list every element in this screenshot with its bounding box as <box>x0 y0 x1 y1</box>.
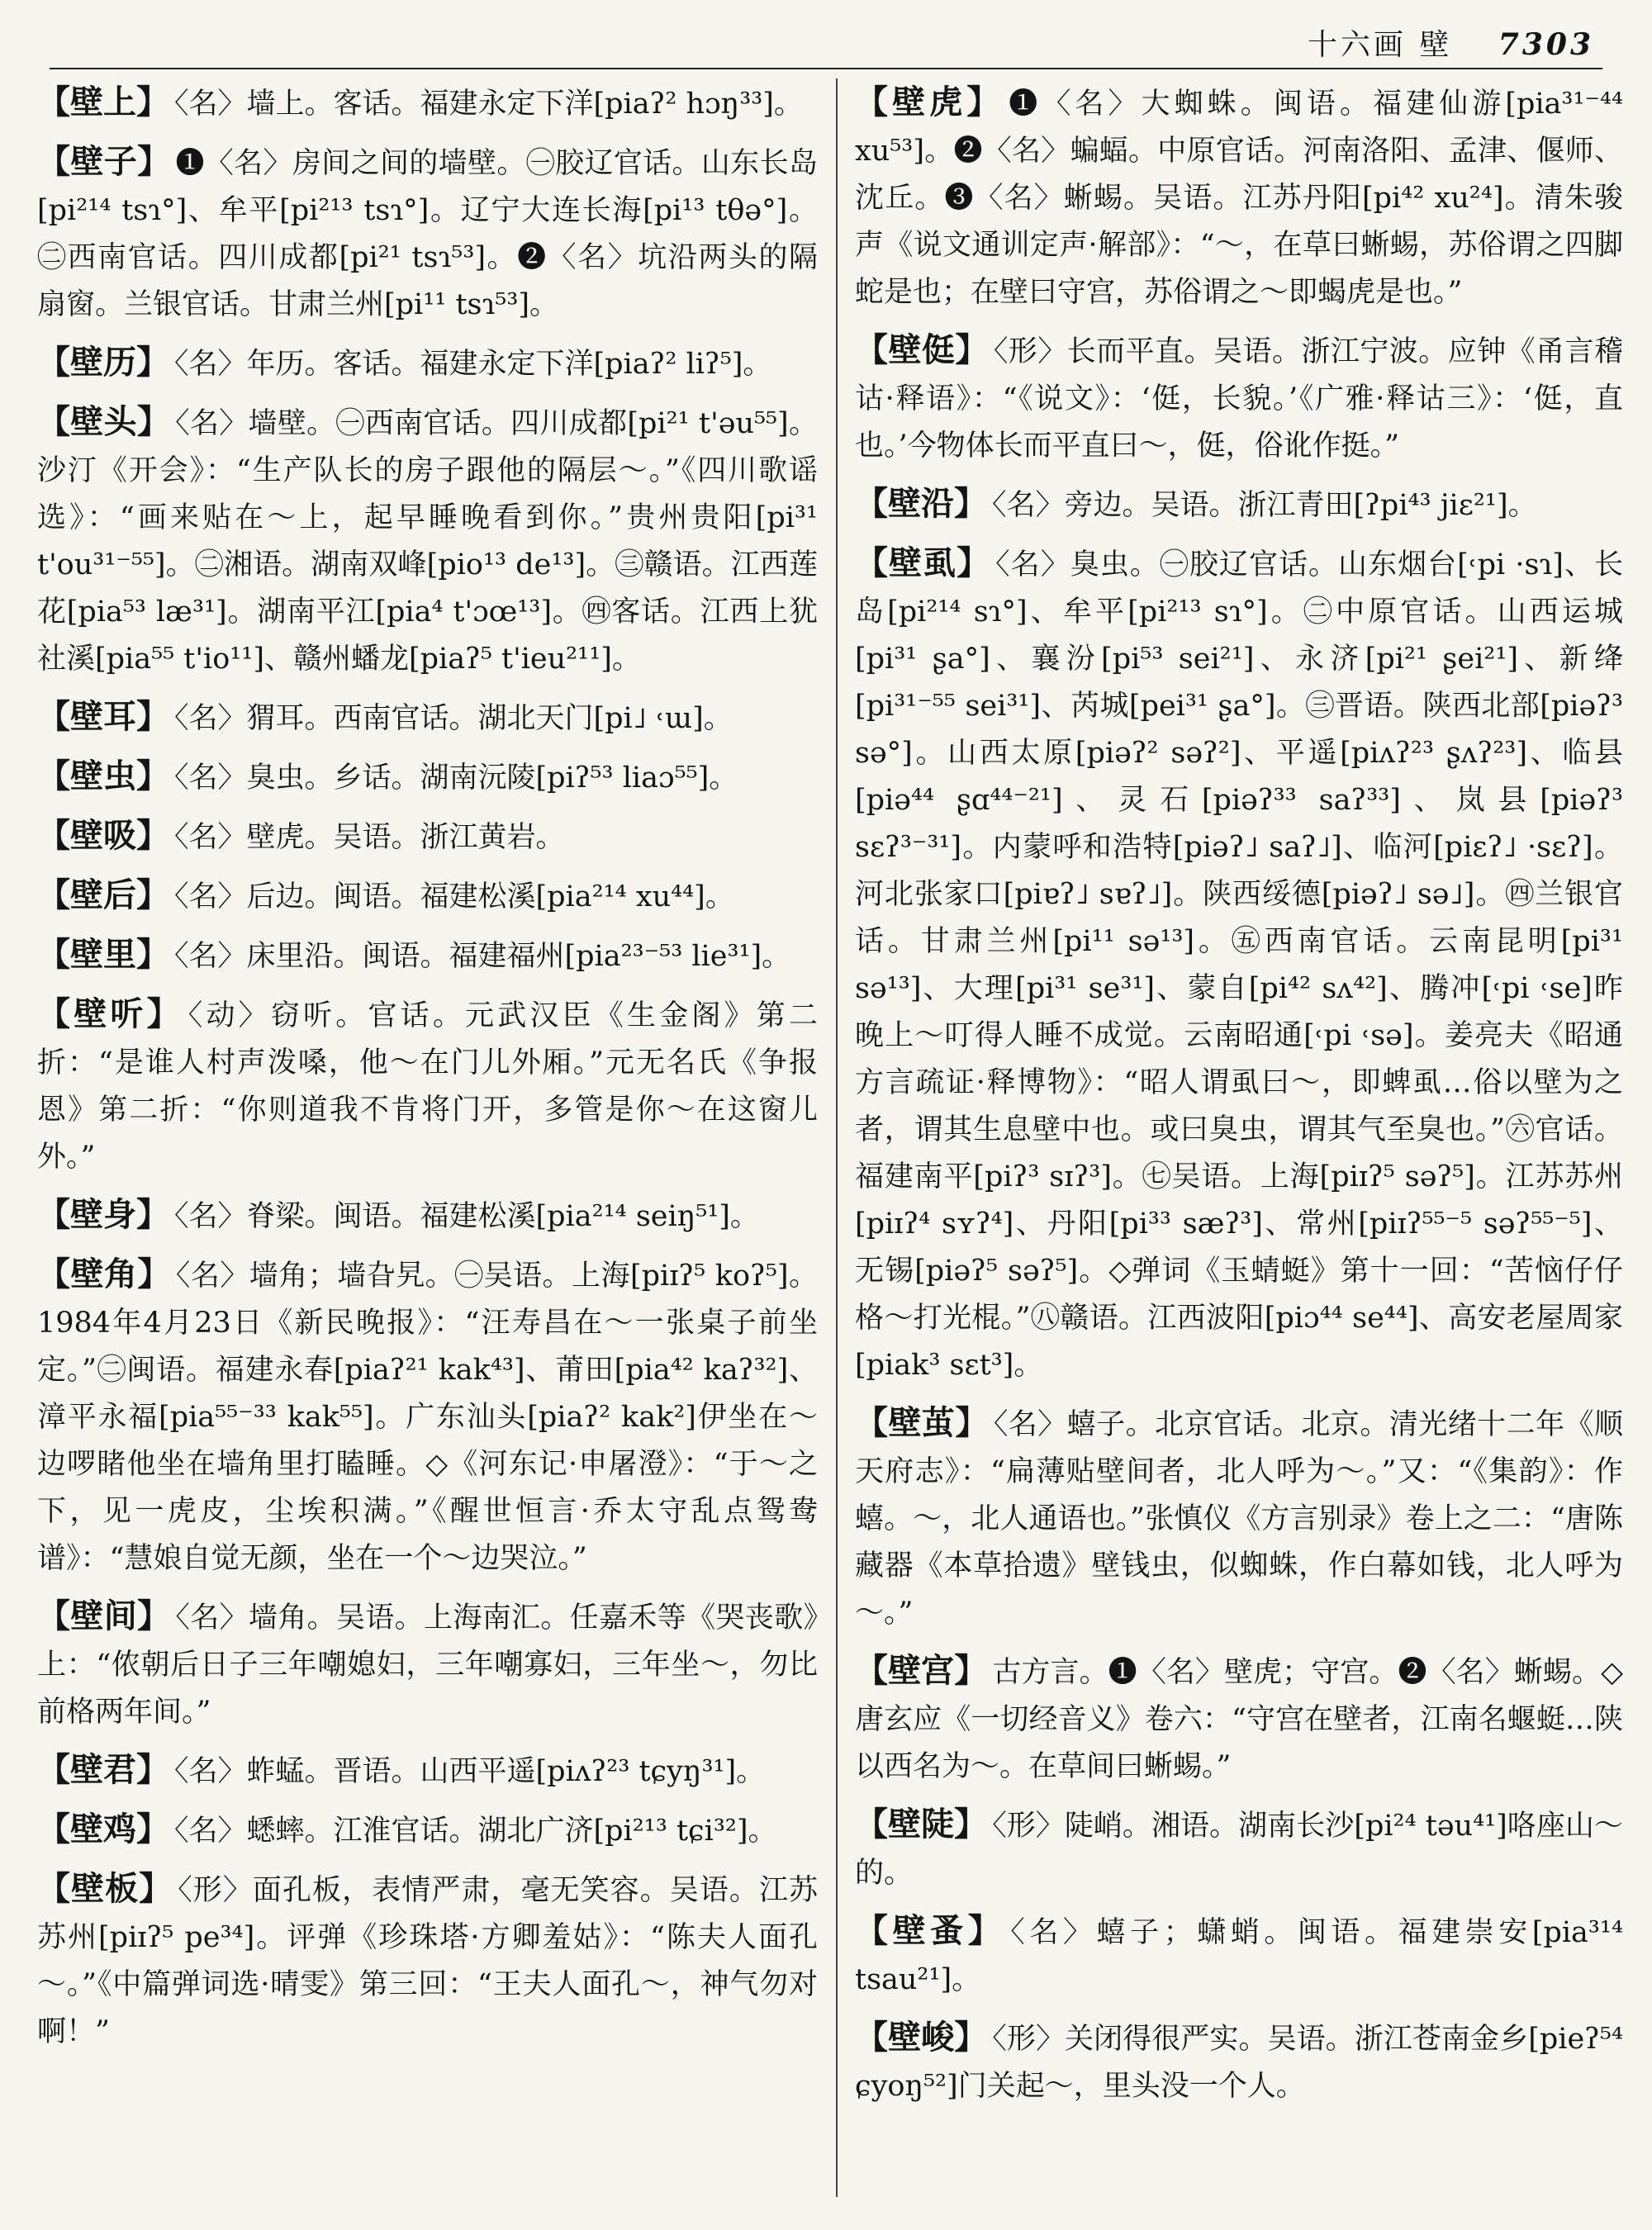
entry-bi-hu: 【壁虎】 ❶〈名〉大蜘蛛。闽语。福建仙游[pia³¹⁻⁴⁴ xu⁵³]。❷〈名〉蝙蝠。中原官话。河南洛阳、孟津、偃师、沈丘。❸〈名〉蜥蜴。吴语。江苏丹阳[pi⁴² xu²⁴]。清朱骏声《说文通训定声·解部》：“～，在草曰蜥蜴，苏俗谓之四脚蛇是也；在壁曰守宫，苏俗谓之～即蝎虎是也。” <box>855 83 1624 309</box>
entry-bi-yan: 【壁沿】 〈名〉旁边。吴语。浙江青田[ʔpi⁴³ jiɛ²¹]。 <box>855 484 1537 523</box>
entry-headword: 【壁历】 <box>37 343 169 382</box>
entry-bi-dou: 【壁陡】 〈形〉陡峭。湘语。湖南长沙[pi²⁴ təu⁴¹]咯座山～的。 <box>855 1805 1623 1890</box>
entry-headword: 【壁鸡】 <box>37 1810 169 1848</box>
entry-headword: 【壁虫】 <box>37 757 169 795</box>
entry-headword: 【壁身】 <box>37 1195 169 1234</box>
entry-bi-ting-straight: 【壁侹】 〈形〉长而平直。吴语。浙江宁波。应钟《甬言稽诂·释语》：“《说文》：‘侹，长貌。’《广雅·释诂三》：‘侹，直也。’今物体长而平直曰～，侹，俗讹作挺。” <box>855 330 1623 463</box>
entry-bi-jun: 【壁君】 〈名〉蚱蜢。晋语。山西平遥[piʌʔ²³ tɕyŋ³¹]。 <box>37 1750 766 1789</box>
entry-bi-jiao: 【壁角】 〈名〉墙角；墙旮旯。㊀吴语。上海[piɪʔ⁵ koʔ⁵]。1984年4月23日《新民晚报》：“汪寿昌在～一张桌子前坐定。”㊁闽语。福建永春[piaʔ²¹ kak⁴³]、莆田[pia⁴² kaʔ³²]、漳平永福[pia⁵⁵⁻³³ kak⁵⁵]。广东汕头[piaʔ² kak²]伊坐在～边啰睹他坐在墙角里打瞌睡。◇《河东记·申屠澄》：“于～之下，见一虎皮，尘埃积满。”《醒世恒言·乔太守乱点鸳鸯谱》：“慧娘自觉无颜，坐在一个～边哭泣。” <box>37 1255 818 1575</box>
entry-bi-tou: 【壁头】 〈名〉墙壁。㊀西南官话。四川成都[pi²¹ t'əu⁵⁵]。沙汀《开会》：“生产队长的房子跟他的隔层～。”《四川歌谣选》：“画来贴在～上，起早睡晚看到你。”贵州贵阳[pi³¹ t'ou³¹⁻⁵⁵]。㊁湘语。湖南双峰[pio¹³ de¹³]。㊂赣语。江西莲花[pia⁵³ læ³¹]。湖南平江[pia⁴ t'ɔœ¹³]。㊃客话。江西上犹社溪[pia⁵⁵ t'io¹¹]、赣州蟠龙[piaʔ⁵ t'ieu²¹¹]。 <box>37 402 818 676</box>
entry-headword: 【壁宫】 <box>855 1651 988 1690</box>
entry-headword: 【壁听】 <box>37 994 183 1033</box>
entry-headword: 【壁上】 <box>37 83 169 121</box>
entry-headword: 【壁茧】 <box>855 1403 989 1442</box>
entry-bi-jian-cocoon: 【壁茧】 〈名〉蟢子。北京官话。北京。清光绪十二年《顺天府志》：“扁薄贴壁间者，北人呼为～。”又：“《集韵》：作蟢。～，北人通语也。”张慎仪《方言别录》卷上之二：“唐陈藏器《本草拾遗》壁钱虫，似蜘蛛，作白幕如钱，北人呼为～。” <box>855 1403 1623 1630</box>
entry-bi-shang: 【壁上】 〈名〉墙上。客话。福建永定下洋[piaʔ² hɔŋ³³]。 <box>37 83 803 121</box>
entry-headword: 【壁峻】 <box>855 2018 988 2057</box>
running-head <box>1308 21 1594 64</box>
entry-bi-ting: 【壁听】 〈动〉窃听。官话。元武汉臣《生金阁》第二折：“是谁人村声泼嗓，他～在门儿外厢。”元无名氏《争报恩》第二折：“你则道我不肯将门开，多管是你～在这窗儿外。” <box>37 994 818 1174</box>
entry-headword: 【壁吸】 <box>37 816 169 855</box>
entry-bi-li-bed: 【壁里】 〈名〉床里沿。闽语。福建福州[pia²³⁻⁵³ lie³¹]。 <box>37 935 791 974</box>
entry-bi-zao: 【壁蚤】 〈名〉蟢子；蟏蛸。闽语。福建崇安[pia³¹⁴ tsau²¹]。 <box>855 1911 1624 1996</box>
entry-headword: 【壁间】 <box>37 1597 171 1635</box>
entry-bi-ban: 【壁板】 〈形〉面孔板，表情严肃，毫无笑容。吴语。江苏苏州[piɪʔ⁵ pe³⁴]。评弹《珍珠塔·方卿羞姑》：“陈夫人面孔～。”《中篇弹词选·晴雯》第三回：“王夫人面孔～，神气勿对啊！” <box>37 1869 818 2048</box>
entry-headword: 【壁陡】 <box>855 1805 988 1843</box>
right-column <box>855 78 1623 2205</box>
column-divider <box>836 78 838 2197</box>
page-number: 7303 <box>1498 27 1594 62</box>
entry-bi-jun-strict: 【壁峻】 〈形〉关闭得很严实。吴语。浙江苍南金乡[pieʔ⁵⁴ ɕyoŋ⁵²]门关起～，里头没一个人。 <box>855 2018 1623 2103</box>
entry-headword: 【壁沿】 <box>855 484 987 523</box>
left-column <box>37 78 818 2205</box>
entry-headword: 【壁侹】 <box>855 330 989 369</box>
entry-bi-shen: 【壁身】 〈名〉脊梁。闽语。福建松溪[pia²¹⁴ seiŋ⁵¹]。 <box>37 1195 759 1234</box>
entry-bi-shi: 【壁虱】 〈名〉臭虫。㊀胶辽官话。山东烟台[˓pi ·sɿ]、长岛[pi²¹⁴ sɿ°]、牟平[pi²¹³ sɿ°]。㊁中原官话。山西运城[pi³¹ ʂa°]、襄汾[pi⁵³ sei²¹]、永济[pi²¹ ʂei²¹]、新绛[pi³¹⁻⁵⁵ sei³¹]、芮城[pei³¹ ʂa°]。㊂晋语。陕西北部[piəʔ³ sə°]。山西太原[piəʔ² səʔ²]、平遥[piʌʔ²³ ʂʌʔ²³]、临县[piə⁴⁴ ʂɑ⁴⁴⁻²¹]、灵石[piəʔ³³ saʔ³³]、岚县[piəʔ³ sɛʔ³⁻³¹]。内蒙呼和浩特[piəʔ˩ saʔ˩]、临河[piɛʔ˩ ·sɛʔ]。河北张家口[piɐʔ˩ sɐʔ˩]。陕西绥德[piəʔ˩ sə˩]。㊃兰银官话。甘肃兰州[pi¹¹ sə¹³]。㊄西南官话。云南昆明[pi³¹ sə¹³]、大理[pi³¹ se³¹]、蒙自[pi⁴² sʌ⁴²]、腾冲[˓pi ˓se]昨晚上～叮得人睡不成觉。云南昭通[˓pi ˓sə]。姜亮夫《昭通方言疏证·释博物》：“昭人谓虱曰～，即蜱虱…俗以壁为之者，谓其生息壁中也。或曰臭虫，谓其气至臭也。”㊅官话。福建南平[piʔ³ sɪʔ³]。㊆吴语。上海[piɪʔ⁵ səʔ⁵]。江苏苏州[piɪʔ⁴ sʏʔ⁴]、丹阳[pi³³ sæʔ³]、常州[piɪʔ⁵⁵⁻⁵ səʔ⁵⁵⁻⁵]、无锡[piəʔ⁵ səʔ⁵]。◇弹词《玉蜻蜓》第十一回：“苦恼仔仔格～打光棍。”㊇赣语。江西波阳[piɔ⁴⁴ se⁴⁴]、高安老屋周家[piak³ sɛt³]。 <box>855 543 1623 1382</box>
entry-bi-zi: 【壁子】 ❶〈名〉房间之间的墙壁。㊀胶辽官话。山东长岛[pi²¹⁴ tsɿ°]、牟平[pi²¹³ tsɿ°]。辽宁大连长海[pi¹³ tθə°]。㊁西南官话。四川成都[pi²¹ tsɿ⁵³]。❷〈名〉坑沿两头的隔扇窗。兰银官话。甘肃兰州[pi¹¹ tsɿ⁵³]。 <box>37 142 818 321</box>
entry-headword: 【壁虱】 <box>855 543 991 582</box>
entry-headword: 【壁蚤】 <box>855 1911 1006 1950</box>
entry-bi-jian: 【壁间】 〈名〉墙角。吴语。上海南汇。任嘉禾等《哭丧歌》上：“侬朝后日子三年嘲媳妇，三年嘲寡妇，三年坐～，勿比前格两年间。” <box>37 1597 818 1729</box>
entry-headword: 【壁头】 <box>37 402 171 441</box>
entry-headword: 【壁板】 <box>37 1869 173 1908</box>
entry-headword: 【壁角】 <box>37 1255 171 1293</box>
entry-headword: 【壁虎】 <box>855 83 1004 121</box>
page-header <box>50 17 1602 69</box>
entry-headword: 【壁子】 <box>37 142 171 181</box>
entry-headword: 【壁里】 <box>37 935 169 974</box>
entry-bi-chong: 【壁虫】 〈名〉臭虫。乡话。湖南沅陵[piʔ⁵³ liaɔ⁵⁵]。 <box>37 757 738 795</box>
section-title: 十六画 壁 <box>1307 28 1453 62</box>
entry-bi-gong: 【壁宫】 古方言。❶〈名〉壁虎；守宫。❷〈名〉蜥蜴。◇唐玄应《一切经音义》卷六：“守宫在壁者，江南名蝘蜓…陕以西名为～。在草间曰蜥蜴。” <box>855 1651 1624 1783</box>
entry-headword: 【壁后】 <box>37 875 169 914</box>
entry-bi-xi: 【壁吸】 〈名〉壁虎。吴语。浙江黄岩。 <box>37 816 565 855</box>
entry-bi-hou: 【壁后】 〈名〉后边。闽语。福建松溪[pia²¹⁴ xu⁴⁴]。 <box>37 875 734 914</box>
entry-bi-er: 【壁耳】 〈名〉猬耳。西南官话。湖北天门[pi˩ ˓ɯ]。 <box>37 697 733 736</box>
entry-bi-li: 【壁历】 〈名〉年历。客话。福建永定下洋[piaʔ² liʔ⁵]。 <box>37 343 772 382</box>
entry-bi-ji: 【壁鸡】 〈名〉蟋蟀。江淮官话。湖北广济[pi²¹³ tɕi³²]。 <box>37 1810 777 1848</box>
entry-headword: 【壁君】 <box>37 1750 169 1789</box>
entry-headword: 【壁耳】 <box>37 697 169 736</box>
